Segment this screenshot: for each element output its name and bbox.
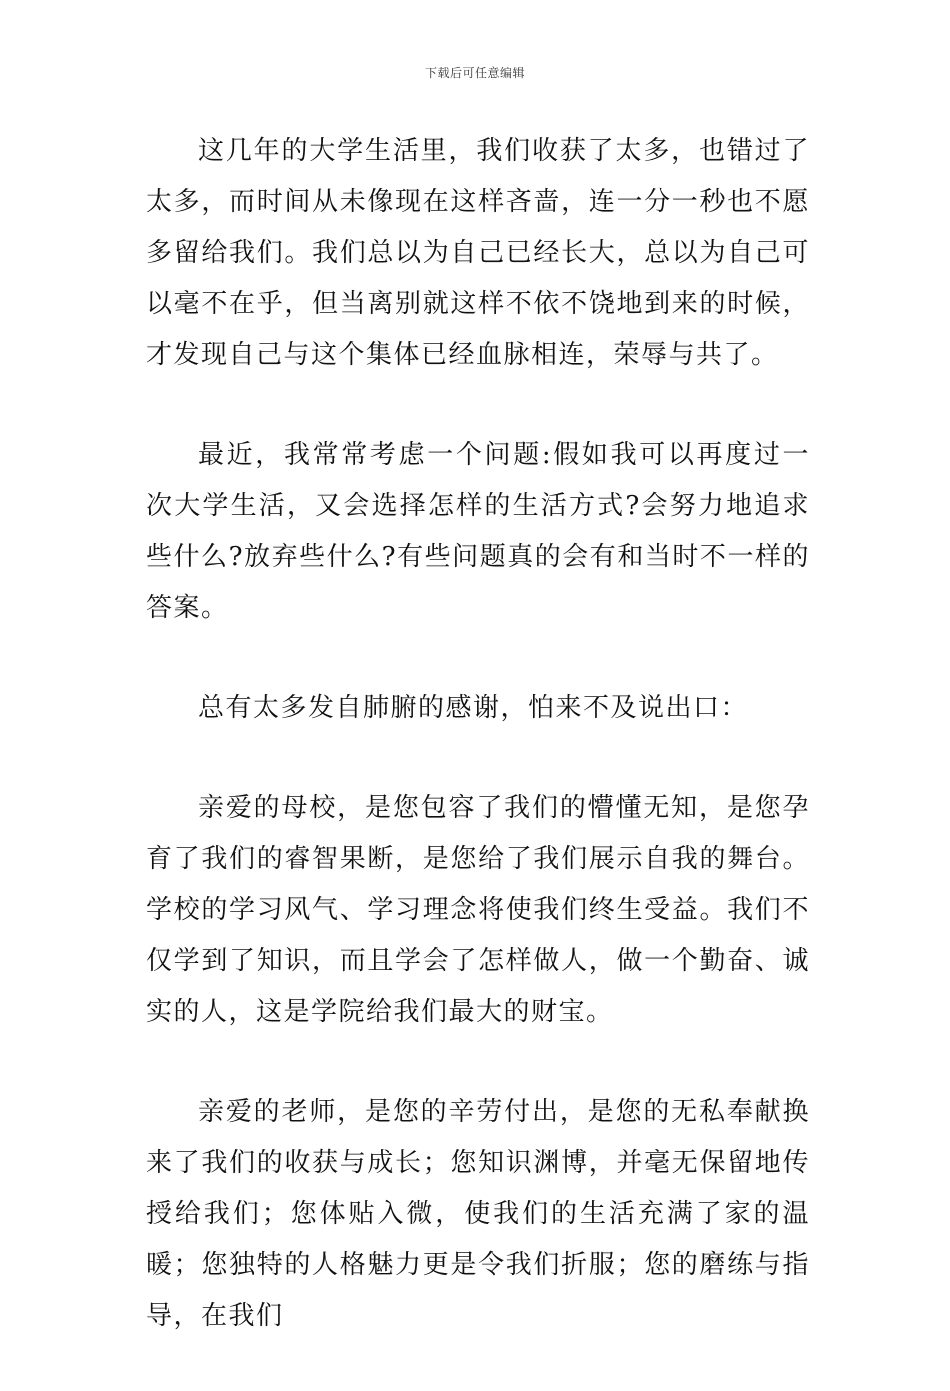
page-header-note: 下载后可任意编辑 bbox=[424, 66, 525, 80]
paragraph-2: 最近，我常常考虑一个问题:假如我可以再度过一次大学生活，又会选择怎样的生活方式?会努力地追求些什么?放弃些什么?有些问题真的会有和当时不一样的答案。 bbox=[146, 440, 810, 623]
paragraph-1: 这几年的大学生活里，我们收获了太多，也错过了太多，而时间从未像现在这样吝啬，连一分一秒也不愿多留给我们。我们总以为自己已经长大，总以为自己可以毫不在乎，但当离别就这样不依不饶地到来的时候，才发现自己与这个集体已经血脉相连，荣辱与共了。 bbox=[146, 136, 810, 370]
paragraph-4: 亲爱的母校，是您包容了我们的懵懂无知，是您孕育了我们的睿智果断，是您给了我们展示自我的舞台。学校的学习风气、学习理念将使我们终生受益。我们不仅学到了知识，而且学会了怎样做人，做一个勤奋、诚实的人，这是学院给我们最大的财宝。 bbox=[146, 793, 810, 1027]
paragraph-5: 亲爱的老师，是您的辛劳付出，是您的无私奉献换来了我们的收获与成长；您知识渊博，并毫无保留地传授给我们；您体贴入微，使我们的生活充满了家的温暖；您独特的人格魅力更是令我们折服；您的磨练与指导，在我们 bbox=[146, 1097, 810, 1331]
document-body bbox=[146, 126, 810, 1391]
paragraph-3: 总有太多发自肺腑的感谢，怕来不及说出口： bbox=[198, 693, 749, 723]
